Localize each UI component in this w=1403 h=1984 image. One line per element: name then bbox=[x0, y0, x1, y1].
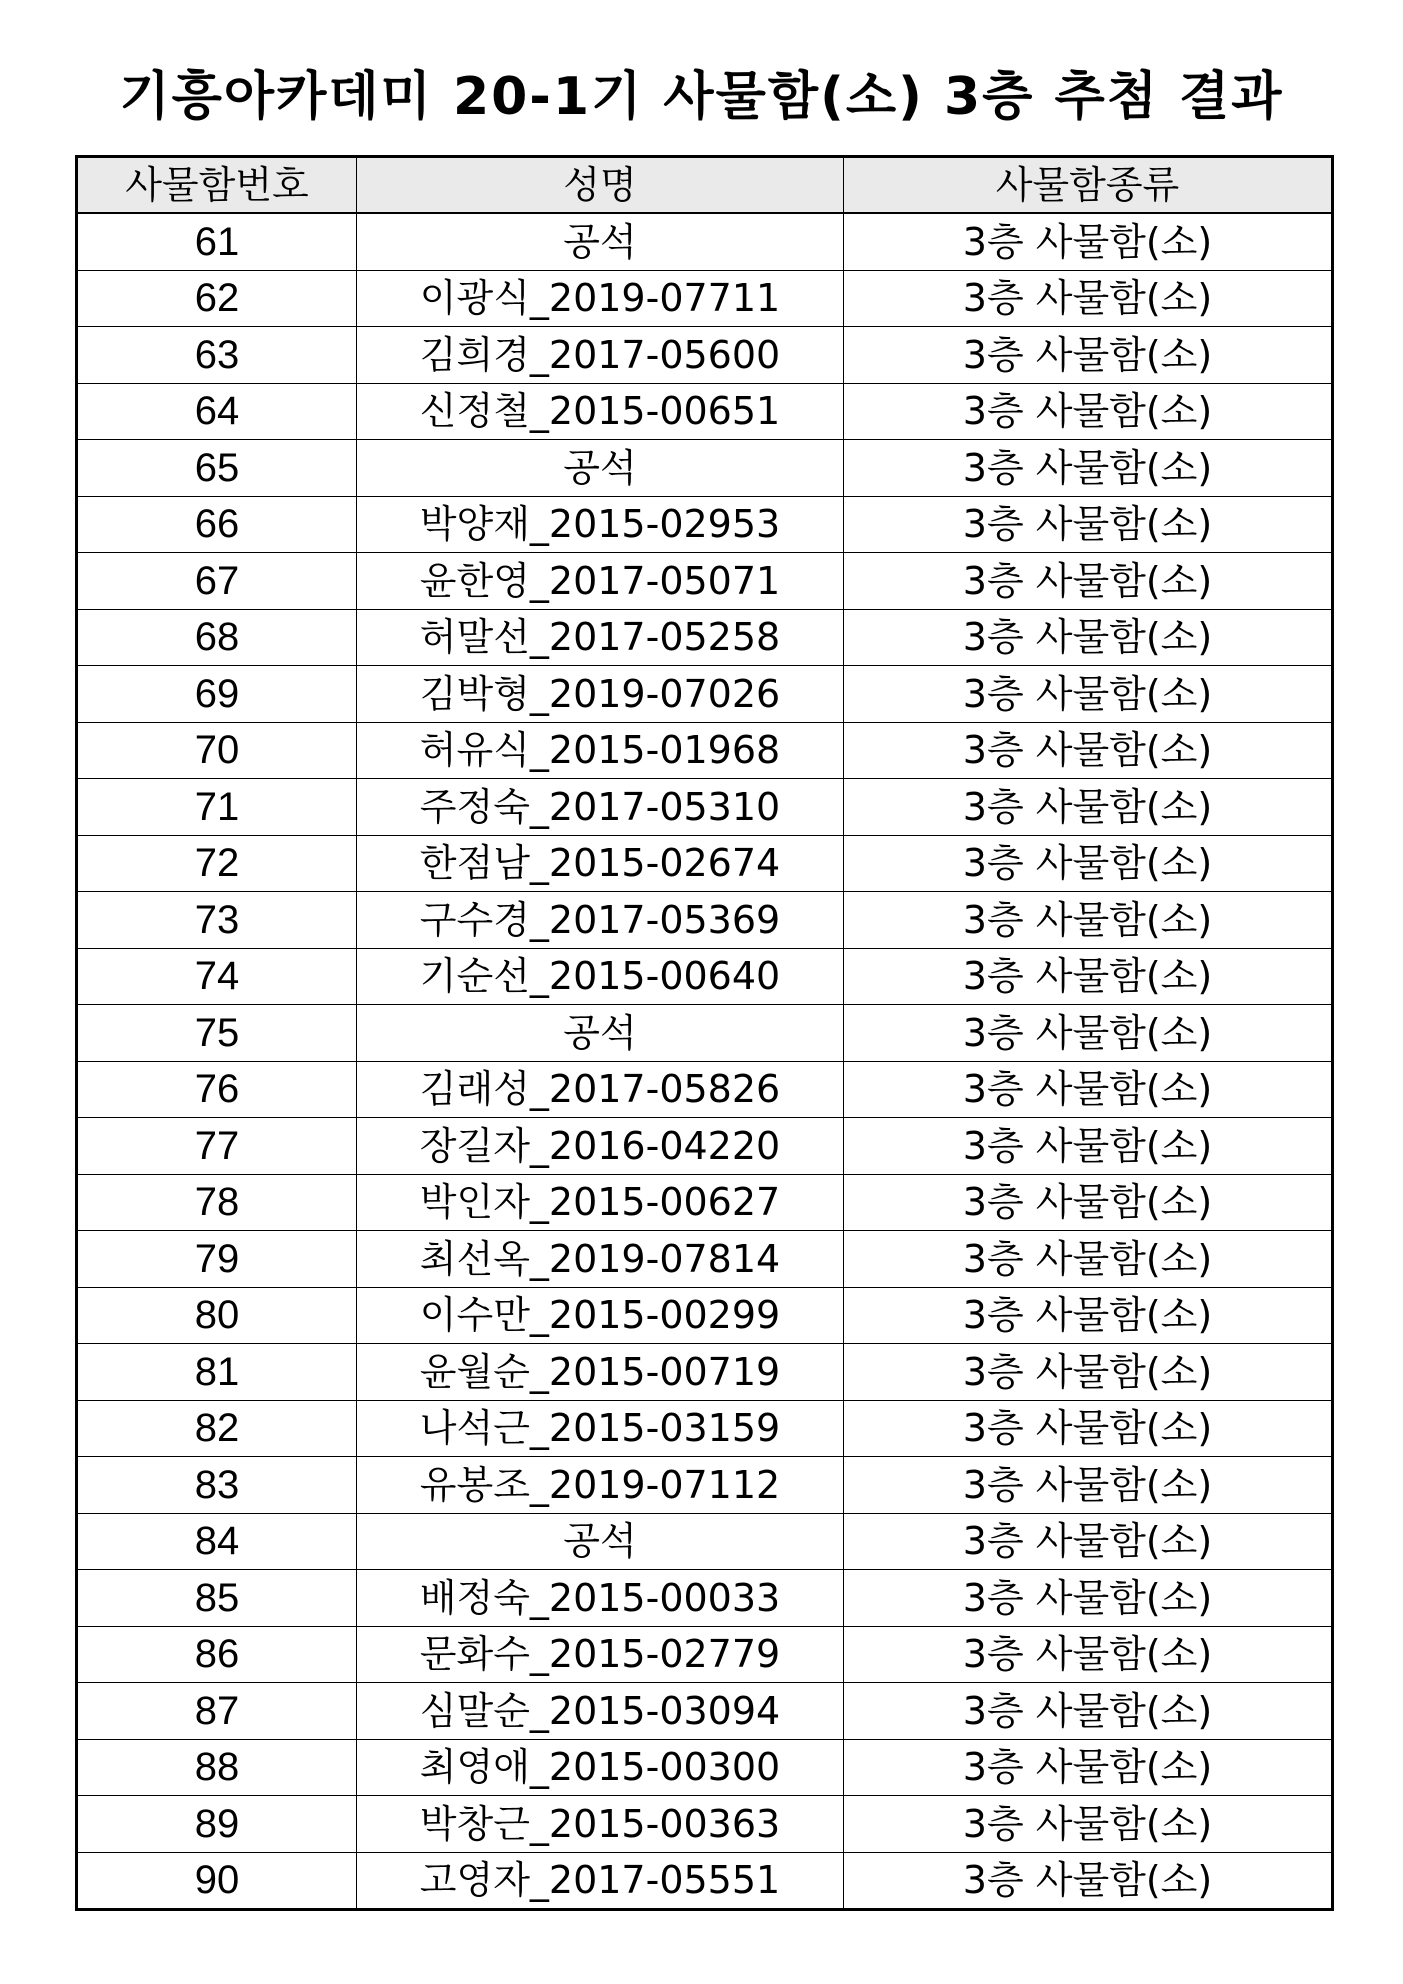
header-row bbox=[77, 157, 1333, 214]
locker-number-cell: 71 bbox=[77, 779, 357, 836]
locker-type-cell: 3층 사물함(소) bbox=[844, 1174, 1333, 1231]
table-row bbox=[77, 892, 1333, 949]
locker-number-cell: 65 bbox=[77, 440, 357, 497]
locker-type-cell: 3층 사물함(소) bbox=[844, 1061, 1333, 1118]
locker-number-cell: 88 bbox=[77, 1739, 357, 1796]
locker-type-cell: 3층 사물함(소) bbox=[844, 1739, 1333, 1796]
table-row bbox=[77, 553, 1333, 610]
table-row bbox=[77, 1739, 1333, 1796]
name-cell: 김희경_2017-05600 bbox=[357, 327, 844, 384]
table-row bbox=[77, 1570, 1333, 1627]
table-row bbox=[77, 383, 1333, 440]
name-cell: 허말선_2017-05258 bbox=[357, 609, 844, 666]
name-cell: 나석근_2015-03159 bbox=[357, 1400, 844, 1457]
name-cell: 심말순_2015-03094 bbox=[357, 1683, 844, 1740]
table-row bbox=[77, 1118, 1333, 1175]
locker-type-cell: 3층 사물함(소) bbox=[844, 440, 1333, 497]
name-cell: 신정철_2015-00651 bbox=[357, 383, 844, 440]
table-row bbox=[77, 1457, 1333, 1514]
table-row bbox=[77, 496, 1333, 553]
locker-type-cell: 3층 사물함(소) bbox=[844, 1005, 1333, 1062]
locker-type-cell: 3층 사물함(소) bbox=[844, 1231, 1333, 1288]
table-row bbox=[77, 1400, 1333, 1457]
header-locker-number: 사물함번호 bbox=[77, 157, 357, 214]
locker-type-cell: 3층 사물함(소) bbox=[844, 779, 1333, 836]
locker-number-cell: 89 bbox=[77, 1796, 357, 1853]
locker-type-cell: 3층 사물함(소) bbox=[844, 609, 1333, 666]
table-row bbox=[77, 1231, 1333, 1288]
locker-type-cell: 3층 사물함(소) bbox=[844, 1852, 1333, 1910]
locker-type-cell: 3층 사물함(소) bbox=[844, 1683, 1333, 1740]
name-cell: 배정숙_2015-00033 bbox=[357, 1570, 844, 1627]
name-cell: 고영자_2017-05551 bbox=[357, 1852, 844, 1910]
locker-type-cell: 3층 사물함(소) bbox=[844, 1118, 1333, 1175]
name-cell: 최선옥_2019-07814 bbox=[357, 1231, 844, 1288]
name-cell: 박양재_2015-02953 bbox=[357, 496, 844, 553]
locker-number-cell: 82 bbox=[77, 1400, 357, 1457]
locker-type-cell: 3층 사물함(소) bbox=[844, 383, 1333, 440]
locker-type-cell: 3층 사물함(소) bbox=[844, 1626, 1333, 1683]
name-cell: 기순선_2015-00640 bbox=[357, 948, 844, 1005]
name-cell: 윤월순_2015-00719 bbox=[357, 1344, 844, 1401]
locker-number-cell: 86 bbox=[77, 1626, 357, 1683]
locker-number-cell: 69 bbox=[77, 666, 357, 723]
locker-number-cell: 68 bbox=[77, 609, 357, 666]
locker-type-cell: 3층 사물함(소) bbox=[844, 1796, 1333, 1853]
locker-number-cell: 75 bbox=[77, 1005, 357, 1062]
name-cell: 유봉조_2019-07112 bbox=[357, 1457, 844, 1514]
locker-number-cell: 84 bbox=[77, 1513, 357, 1570]
locker-type-cell: 3층 사물함(소) bbox=[844, 722, 1333, 779]
locker-number-cell: 70 bbox=[77, 722, 357, 779]
locker-type-cell: 3층 사물함(소) bbox=[844, 1513, 1333, 1570]
locker-number-cell: 80 bbox=[77, 1287, 357, 1344]
name-cell: 공석 bbox=[357, 1513, 844, 1570]
locker-number-cell: 76 bbox=[77, 1061, 357, 1118]
locker-type-cell: 3층 사물함(소) bbox=[844, 835, 1333, 892]
table-row bbox=[77, 1683, 1333, 1740]
name-cell: 장길자_2016-04220 bbox=[357, 1118, 844, 1175]
locker-number-cell: 66 bbox=[77, 496, 357, 553]
table-row bbox=[77, 779, 1333, 836]
table-row bbox=[77, 1174, 1333, 1231]
locker-type-cell: 3층 사물함(소) bbox=[844, 270, 1333, 327]
name-cell: 허유식_2015-01968 bbox=[357, 722, 844, 779]
locker-number-cell: 79 bbox=[77, 1231, 357, 1288]
table-row bbox=[77, 609, 1333, 666]
table-row bbox=[77, 1513, 1333, 1570]
locker-number-cell: 67 bbox=[77, 553, 357, 610]
table-row bbox=[77, 1626, 1333, 1683]
name-cell: 박인자_2015-00627 bbox=[357, 1174, 844, 1231]
locker-number-cell: 61 bbox=[77, 213, 357, 270]
table-row bbox=[77, 1287, 1333, 1344]
locker-number-cell: 77 bbox=[77, 1118, 357, 1175]
name-cell: 박창근_2015-00363 bbox=[357, 1796, 844, 1853]
locker-assignment-table bbox=[75, 155, 1334, 1911]
table-row bbox=[77, 213, 1333, 270]
locker-number-cell: 72 bbox=[77, 835, 357, 892]
name-cell: 공석 bbox=[357, 213, 844, 270]
table-row bbox=[77, 1796, 1333, 1853]
locker-number-cell: 85 bbox=[77, 1570, 357, 1627]
name-cell: 공석 bbox=[357, 1005, 844, 1062]
table-row bbox=[77, 440, 1333, 497]
table-header bbox=[77, 157, 1333, 214]
locker-type-cell: 3층 사물함(소) bbox=[844, 1344, 1333, 1401]
table-row bbox=[77, 1061, 1333, 1118]
locker-type-cell: 3층 사물함(소) bbox=[844, 892, 1333, 949]
locker-number-cell: 73 bbox=[77, 892, 357, 949]
table-row bbox=[77, 835, 1333, 892]
locker-type-cell: 3층 사물함(소) bbox=[844, 1457, 1333, 1514]
locker-type-cell: 3층 사물함(소) bbox=[844, 213, 1333, 270]
header-name: 성명 bbox=[357, 157, 844, 214]
locker-type-cell: 3층 사물함(소) bbox=[844, 327, 1333, 384]
name-cell: 이광식_2019-07711 bbox=[357, 270, 844, 327]
locker-number-cell: 83 bbox=[77, 1457, 357, 1514]
locker-type-cell: 3층 사물함(소) bbox=[844, 1570, 1333, 1627]
table-row bbox=[77, 1344, 1333, 1401]
locker-number-cell: 62 bbox=[77, 270, 357, 327]
table-row bbox=[77, 327, 1333, 384]
locker-type-cell: 3층 사물함(소) bbox=[844, 1287, 1333, 1344]
locker-number-cell: 63 bbox=[77, 327, 357, 384]
table-row bbox=[77, 722, 1333, 779]
name-cell: 한점남_2015-02674 bbox=[357, 835, 844, 892]
name-cell: 김박형_2019-07026 bbox=[357, 666, 844, 723]
name-cell: 구수경_2017-05369 bbox=[357, 892, 844, 949]
locker-number-cell: 74 bbox=[77, 948, 357, 1005]
table-row bbox=[77, 1005, 1333, 1062]
name-cell: 이수만_2015-00299 bbox=[357, 1287, 844, 1344]
name-cell: 김래성_2017-05826 bbox=[357, 1061, 844, 1118]
name-cell: 문화수_2015-02779 bbox=[357, 1626, 844, 1683]
table-row bbox=[77, 666, 1333, 723]
locker-number-cell: 78 bbox=[77, 1174, 357, 1231]
name-cell: 공석 bbox=[357, 440, 844, 497]
table-row bbox=[77, 1852, 1333, 1910]
locker-number-cell: 81 bbox=[77, 1344, 357, 1401]
name-cell: 윤한영_2017-05071 bbox=[357, 553, 844, 610]
name-cell: 주정숙_2017-05310 bbox=[357, 779, 844, 836]
locker-type-cell: 3층 사물함(소) bbox=[844, 496, 1333, 553]
locker-type-cell: 3층 사물함(소) bbox=[844, 1400, 1333, 1457]
locker-number-cell: 64 bbox=[77, 383, 357, 440]
locker-number-cell: 87 bbox=[77, 1683, 357, 1740]
locker-type-cell: 3층 사물함(소) bbox=[844, 553, 1333, 610]
locker-type-cell: 3층 사물함(소) bbox=[844, 948, 1333, 1005]
locker-type-cell: 3층 사물함(소) bbox=[844, 666, 1333, 723]
table-body bbox=[77, 213, 1333, 1910]
name-cell: 최영애_2015-00300 bbox=[357, 1739, 844, 1796]
table-row bbox=[77, 948, 1333, 1005]
header-locker-type: 사물함종류 bbox=[844, 157, 1333, 214]
table-row bbox=[77, 270, 1333, 327]
locker-number-cell: 90 bbox=[77, 1852, 357, 1910]
page-title: 기흥아카데미 20-1기 사물함(소) 3층 추첨 결과 bbox=[119, 67, 1284, 127]
